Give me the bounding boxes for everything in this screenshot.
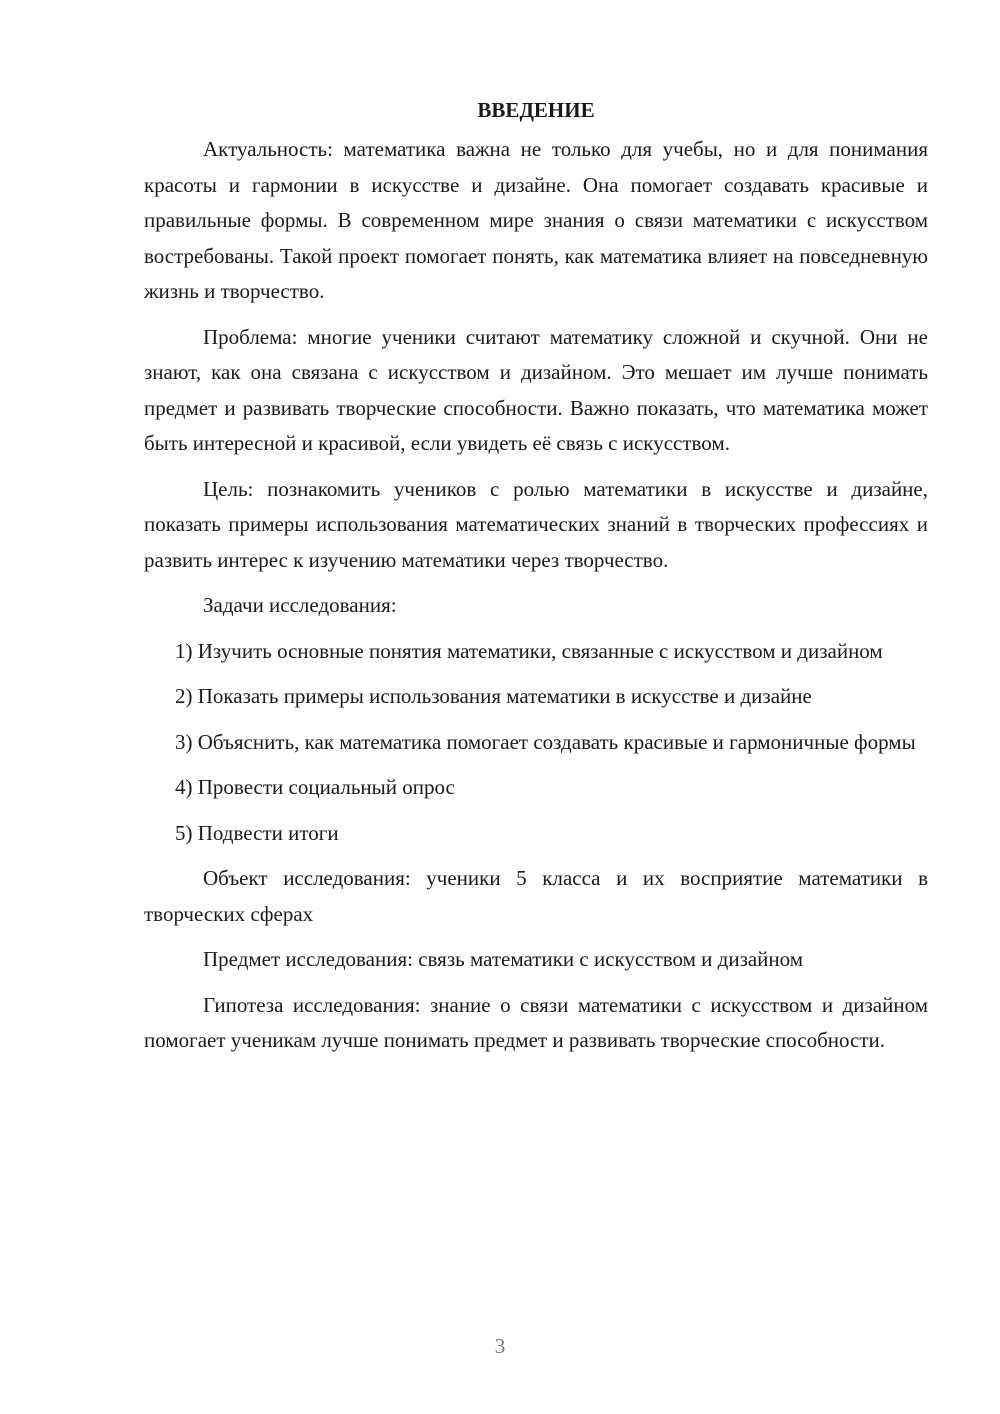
relevance-paragraph: Актуальность: математика важна не только для учебы, но и для понимания красоты и гармонии в искусстве и дизайне. Она помогает создавать красивые и правильные формы. В современном мире знания о связи математики с искусством востребованы. Такой проект помогает понять, как математика влияет на повседневную жизнь и творчество. xyxy=(144,137,928,303)
problem-paragraph: Проблема: многие ученики считают математику сложной и скучной. Они не знают, как она связана с искусством и дизайном. Это мешает им лучше понимать предмет и развивать творческие способности. Важно показать, что математика может быть интересной и красивой, если увидеть её связь с искусством. xyxy=(144,324,928,455)
task-item-1: 1) Изучить основные понятия математики, связанные с искусством и дизайном xyxy=(175,638,883,663)
document-page xyxy=(144,92,928,1069)
task-item-3: 3) Объяснить, как математика помогает создавать красивые и гармоничные формы xyxy=(175,729,916,754)
subject-paragraph: Предмет исследования: связь математики с искусством и дизайном xyxy=(203,947,804,971)
task-item-2: 2) Показать примеры использования математики в искусстве и дизайне xyxy=(175,684,812,708)
hypothesis-paragraph: Гипотеза исследования: знание о связи математики с искусством и дизайном помогает ученикам лучше понимать предмет и развивать творческие способности. xyxy=(144,992,928,1052)
page-title: ВВЕДЕНИЕ xyxy=(477,98,595,122)
goal-paragraph: Цель: познакомить учеников с ролью математики в искусстве и дизайне, показать примеры использования математических знаний в творческих профессиях и развить интерес к изучению математики через творчество. xyxy=(144,476,928,572)
task-item-5: 5) Подвести итоги xyxy=(175,820,339,845)
task-item-4: 4) Провести социальный опрос xyxy=(175,775,455,799)
object-paragraph: Объект исследования: ученики 5 класса и их восприятие математики в творческих сферах xyxy=(144,866,928,926)
tasks-heading: Задачи исследования: xyxy=(203,593,397,617)
page-number: 3 xyxy=(494,1334,506,1358)
